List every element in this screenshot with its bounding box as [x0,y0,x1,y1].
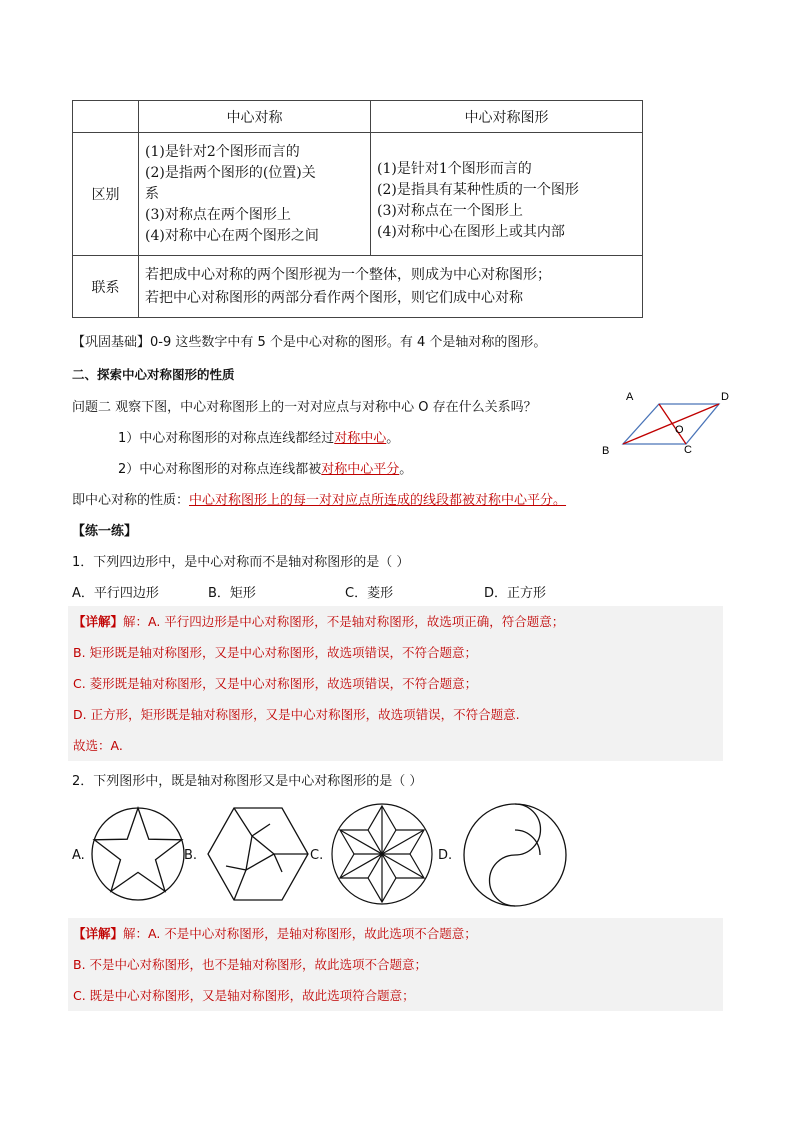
question-1-option-c[interactable]: C．菱形 [345,586,394,601]
vertex-label-b: B [602,445,610,457]
property-prefix: 即中心对称的性质： [72,493,190,508]
vertex-label-c: C [684,444,692,456]
answer-tag: 【详解】 [73,614,124,629]
vertex-label-a: A [626,391,634,403]
comparison-table [72,100,643,318]
cell-line: 若把中心对称图形的两部分看作两个图形，则它们成中心对称 [145,289,523,306]
question-1-option-a[interactable]: A．平行四边形 [72,586,159,601]
practice-title: 【练一练】 [72,524,138,539]
answer-text: B. 矩形既是轴对称图形，又是中心对称图形，故选项错误，不符合题意； [73,645,478,660]
table-header-central-symmetry: 中心对称 [139,101,371,133]
point-suffix: 。 [399,462,413,477]
point-prefix: 1）中心对称图形的对称点连线都经过 [118,431,335,446]
vertex-label-d: D [721,391,729,403]
answer-text: 解：A. 不是中心对称图形，是轴对称图形，故此选项不合题意； [123,926,477,941]
difference-central-symmetry-cell [139,133,371,256]
cell-line: 若把成中心对称的两个图形视为一个整体，则成为中心对称图形； [145,266,551,283]
question-2-stem: 2．下列图形中，既是轴对称图形又是中心对称图形的是（ ） [72,774,423,789]
cell-line: (3)对称点在一个图形上 [377,203,523,219]
hexagon-arrows-figure [204,804,312,904]
answer-text: D. 正方形，矩形既是轴对称图形，又是中心对称图形，故选项错误，不符合题意. [73,707,520,722]
point-answer: 对称中心平分 [321,462,400,477]
cell-line: 系 [145,185,159,202]
six-point-star-figure [330,802,434,906]
table-header-centrally-symmetric-figure: 中心对称图形 [371,101,643,133]
answer-text: C. 既是中心对称图形，又是轴对称图形，故此选项符合题意； [73,988,415,1003]
section-title: 二、探索中心对称图形的性质 [72,367,235,382]
cell-line: (2)是指两个图形的(位置)关 [145,164,316,181]
question-1-answer-block [68,606,723,761]
table-row-difference [73,133,643,256]
answer-text: C. 菱形既是轴对称图形，又是中心对称图形，故选项错误，不符合题意； [73,676,478,691]
table-header-row [73,101,643,133]
consolidate-basics: 【巩固基础】0-9 这些数字中有 5 个是中心对称的图形。有 4 个是轴对称的图形。 [72,335,547,350]
point-answer: 对称中心 [334,431,387,446]
answer-line [68,980,723,1011]
answer-text: 故选：A. [73,738,123,753]
point-prefix: 2）中心对称图形的对称点连线都被 [118,462,322,477]
question-2-option-c[interactable]: C. [310,848,324,863]
property-answer: 中心对称图形上的每一对对应点所连成的线段都被对称中心平分。 [189,493,567,508]
question-2-option-b[interactable]: B. [184,848,198,863]
question-2-option-d[interactable]: D. [438,848,453,863]
cell-line: (2)是指具有某种性质的一个图形 [377,182,579,198]
answer-tag: 【详解】 [73,926,124,941]
question-1-option-b[interactable]: B．矩形 [208,586,256,601]
question-two: 问题二 观察下图，中心对称图形上的一对对应点与对称中心 O 存在什么关系吗？ [72,400,537,415]
answer-line [68,668,723,699]
yin-yang-figure [462,802,568,908]
property-point-1 [118,427,399,446]
question-1-option-d[interactable]: D．正方形 [484,586,547,601]
cell-line: (1)是针对1个图形而言的 [377,161,532,177]
question-1-stem: 1．下列四边形中，是中心对称而不是轴对称图形的是（ ） [72,555,410,570]
answer-line [68,918,723,949]
table-row-connection [73,256,643,318]
property-point-2 [118,458,412,477]
cell-line: (1)是针对2个图形而言的 [145,143,300,160]
center-label-o: O [675,424,684,436]
cell-line: (3)对称点在两个图形上 [145,206,291,223]
answer-text: B. 不是中心对称图形，也不是轴对称图形，故此选项不合题意； [73,957,428,972]
answer-line [68,637,723,668]
parallelogram-figure [596,385,746,460]
answer-line [68,949,723,980]
symmetry-property [72,489,566,508]
row-label-difference: 区别 [73,133,139,256]
answer-line [68,730,723,761]
point-suffix: 。 [386,431,400,446]
answer-line [68,699,723,730]
table-header-empty [73,101,139,133]
cell-line: (4)对称中心在图形上或其内部 [377,224,565,240]
question-2-answer-block [68,918,723,1011]
answer-line [68,606,723,637]
cell-line: (4)对称中心在两个图形之间 [145,227,319,244]
row-label-connection: 联系 [73,256,139,318]
question-2-option-a[interactable]: A. [72,848,85,863]
difference-symmetric-figure-cell [371,133,643,256]
connection-cell [139,256,643,318]
answer-text: 解：A. 平行四边形是中心对称图形，不是轴对称图形，故选项正确，符合题意； [123,614,565,629]
diagonal-bd [623,404,719,444]
star-in-circle-figure [90,806,186,902]
